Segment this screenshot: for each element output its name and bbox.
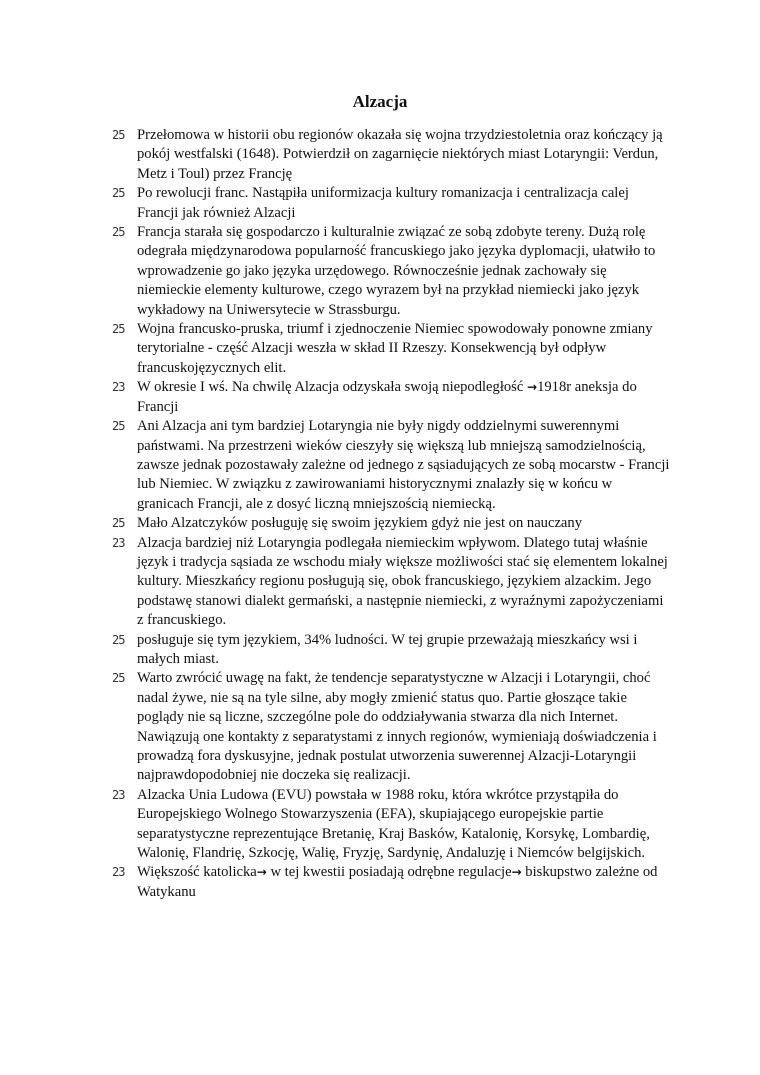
- bullet-list: [112, 126, 672, 902]
- bullet-marker: 25: [112, 225, 125, 240]
- item-text: Warto zwrócić uwagę na fakt, że tendencje separatystyczne w Alzacji i Lotaryngii, choć nadal żywe, nie są na tyle silne, aby mogły zmienić status quo. Partie głoszące takie poglądy nie są liczne, szczególne pole do oddziaływania stwarza dla nich Internet. Nawiązują one kontakty z separatystami z innych regionów, wymieniają doświadczenia i prowadzą fora dyskusyjne, jednak postulat utworzenia suwerennej Alzacji-Lotaryngii najprawdopodobniej nie doczeka się realizacji.: [137, 670, 657, 784]
- item-text: Mało Alzatczyków posługuję się swoim językiem gdyż nie jest on nauczany: [137, 515, 582, 532]
- arrow-right-icon: →: [511, 865, 522, 880]
- list-item: [112, 786, 672, 864]
- list-item: [112, 669, 672, 785]
- list-item: [112, 631, 672, 670]
- bullet-marker: 23: [112, 787, 125, 802]
- list-item: [112, 417, 672, 514]
- bullet-marker: 25: [112, 632, 125, 647]
- list-item: [112, 223, 672, 320]
- bullet-marker: 23: [112, 535, 125, 550]
- list-item: [112, 184, 672, 223]
- item-text: biskupstwo zależne od Watykanu: [137, 864, 658, 900]
- bullet-marker: 23: [112, 380, 125, 395]
- list-item: [112, 126, 672, 184]
- bullet-marker: 25: [112, 671, 125, 686]
- arrow-right-icon: →: [256, 865, 267, 880]
- list-item: [112, 534, 672, 631]
- item-text: w tej kwestii posiadają odrębne regulacje: [266, 864, 512, 881]
- bullet-marker: 25: [112, 186, 125, 201]
- bullet-marker: 25: [112, 322, 125, 337]
- item-text: Wojna francusko-pruska, triumf i zjednoczenie Niemiec spowodowały ponowne zmiany terytorialne - część Alzacji weszła w skład II Rzeszy. Konsekwencją był odpływ francuskojęzycznych elit.: [137, 321, 653, 376]
- list-item: [112, 378, 672, 417]
- bullet-marker: 23: [112, 865, 125, 880]
- item-text: Ani Alzacja ani tym bardziej Lotaryngia nie były nigdy oddzielnymi suwerennymi państwami. Na przestrzeni wieków cieszyły się większą lub mniejszą samodzielnością, zawsze jednak pozostawały zależne od jednego z sąsiadujących ze sobą mocarstw - Francji lub Niemiec. W związku z zawirowaniami historycznymi znalazły się w końcu w granicach Francji, ale z dosyć liczną mniejszością niemiecką.: [137, 418, 670, 512]
- bullet-marker: 25: [112, 516, 125, 531]
- item-text: 1918r aneksja do Francji: [137, 379, 637, 415]
- arrow-right-icon: →: [527, 380, 538, 395]
- item-text: W okresie I wś. Na chwilę Alzacja odzyskała swoją niepodległość: [137, 379, 527, 396]
- item-text: Francja starała się gospodarczo i kulturalnie związać ze sobą zdobyte tereny. Dużą rolę odegrała międzynarodowa popularność francuskiego jako języka dyplomacji, ułatwiło to wprowadzenie go jako języka urzędowego. Równocześnie jednak zachowały się niemieckie elementy kulturowe, czego wyrazem był na przykład niemiecki jako język wykładowy na Uniwersytecie w Strassburgu.: [137, 224, 656, 318]
- item-text: Alzacka Unia Ludowa (EVU) powstała w 1988 roku, która wkrótce przystąpiła do Europejskiego Wolnego Stowarzyszenia (EFA), skupiającego europejskie partie separatystyczne reprezentujące Bretanię, Kraj Basków, Katalonię, Korsykę, Lombardię, Walonię, Flandrię, Szkocję, Walię, Fryzję, Sardynię, Andaluzję i Niemców belgijskich.: [137, 786, 650, 862]
- list-item: [112, 514, 672, 533]
- list-item: [112, 863, 672, 902]
- item-text: Alzacja bardziej niż Lotaryngia podlegała niemieckim wpływom. Dlatego tutaj właśnie język i tradycja sąsiada ze wschodu miały większe możliwości stać się elementem lokalnej kultury. Mieszkańcy regionu posługują się, obok francuskiego, językiem alzackim. Jego podstawę stanowi dialekt germański, a następnie niemiecki, z wyraźnymi zapożyczeniami z francuskiego.: [137, 534, 668, 629]
- item-text: Większość katolicka: [137, 864, 257, 881]
- bullet-marker: 25: [112, 419, 125, 434]
- item-text: posługuje się tym językiem, 34% ludności. W tej grupie przeważają mieszkańcy wsi i małych miast.: [137, 631, 638, 667]
- bullet-marker: 25: [112, 128, 125, 142]
- item-text: Przełomowa w historii obu regionów okazała się wojna trzydziestoletnia oraz kończący ją pokój westfalski (1648). Potwierdził on zagarnięcie niektórych miast Lotaryngii: Verdun, Metz i Toul) przez Francję: [137, 127, 663, 182]
- list-item: [112, 320, 672, 378]
- document-title: Alzacja: [352, 92, 408, 111]
- item-text: Po rewolucji franc. Nastąpiła uniformizacja kultury romanizacja i centralizacja calej Francji jak również Alzacji: [137, 185, 629, 221]
